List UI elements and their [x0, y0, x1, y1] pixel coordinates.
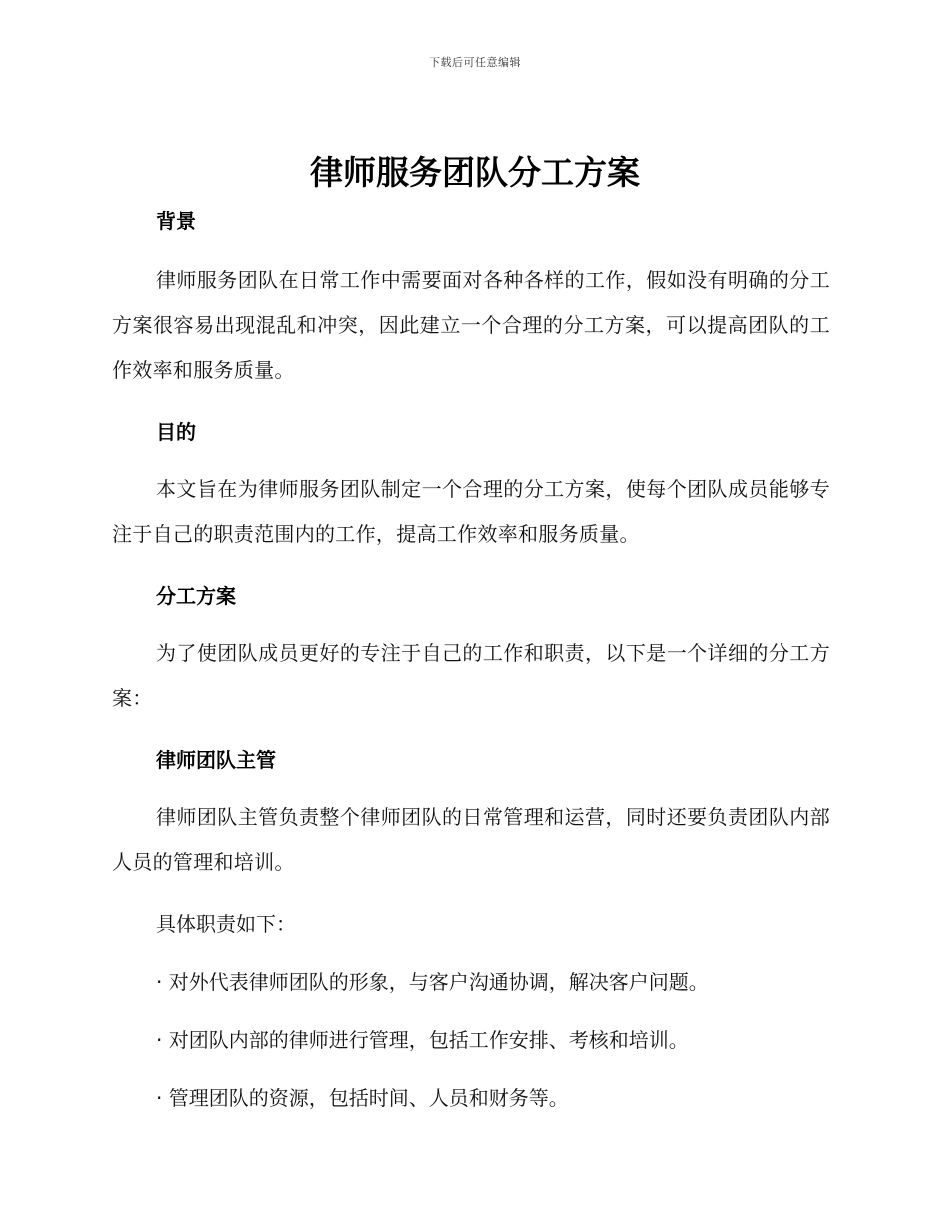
document-title: 律师服务团队分工方案: [310, 153, 640, 192]
section-heading-background: 背景: [156, 209, 196, 233]
paragraph-background: 律师服务团队在日常工作中需要面对各种各样的工作，假如没有明确的分工方案很容易出现混乱和冲突，因此建立一个合理的分工方案，可以提高团队的工作效率和服务质量。: [112, 268, 830, 382]
list-item: · 对外代表律师团队的形象，与客户沟通协调，解决客户问题。: [156, 970, 709, 994]
paragraph-purpose: 本文旨在为律师服务团队制定一个合理的分工方案，使每个团队成员能够专注于自己的职责范围内的工作，提高工作效率和服务质量。: [112, 477, 830, 546]
list-item: · 管理团队的资源，包括时间、人员和财务等。: [156, 1086, 569, 1110]
duties-intro: 具体职责如下：: [156, 912, 296, 936]
section-heading-team-lead: 律师团队主管: [156, 748, 276, 772]
list-item: · 对团队内部的律师进行管理，包括工作安排、考核和培训。: [156, 1028, 689, 1052]
paragraph-plan: 为了使团队成员更好的专注于自己的工作和职责，以下是一个详细的分工方案：: [112, 641, 830, 710]
document-body: [112, 204, 830, 1115]
header-note: 下载后可任意编辑: [429, 56, 521, 69]
section-heading-purpose: 目的: [156, 420, 196, 444]
paragraph-team-lead: 律师团队主管负责整个律师团队的日常管理和运营，同时还要负责团队内部人员的管理和培训。: [112, 805, 830, 874]
section-heading-plan: 分工方案: [156, 584, 236, 608]
